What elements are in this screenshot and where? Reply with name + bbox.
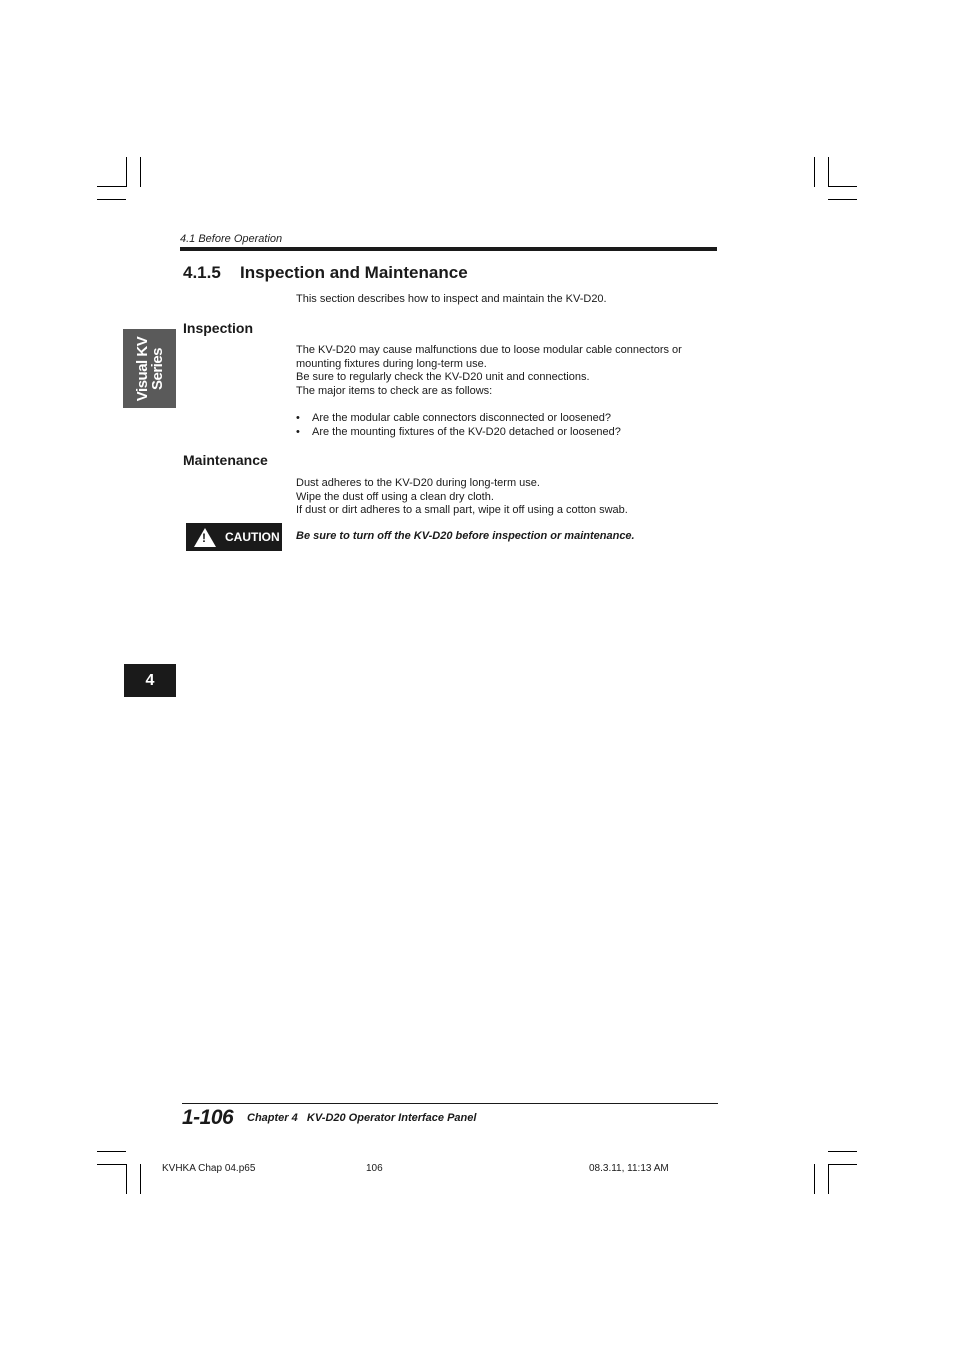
caution-text: Be sure to turn off the KV-D20 before inspection or maintenance. [296, 530, 635, 542]
crop-mark [828, 1151, 857, 1152]
crop-mark [828, 186, 857, 187]
crop-mark [828, 1164, 829, 1194]
side-tab-label [135, 336, 165, 400]
maintenance-heading: Maintenance [183, 452, 268, 468]
side-tab-line: Visual KV [133, 336, 151, 401]
chapter-tab: 4 [124, 664, 176, 697]
body-line: Wipe the dust off using a clean dry cloth. [296, 490, 494, 503]
section-title [183, 263, 468, 283]
section-intro: This section describes how to inspect and maintain the KV-D20. [296, 293, 607, 305]
crop-mark [828, 1164, 857, 1165]
slug-page: 106 [366, 1163, 383, 1174]
inspection-heading: Inspection [183, 320, 254, 336]
body-line: Be sure to regularly check the KV-D20 unit and connections. [296, 371, 590, 384]
body-line: Dust adheres to the KV-D20 during long-term use. [296, 477, 540, 489]
maintenance-body [296, 477, 628, 518]
caution-badge [186, 523, 282, 551]
crop-mark [97, 186, 126, 187]
crop-mark [140, 157, 141, 187]
body-line: The KV-D20 may cause malfunctions due to loose modular cable connectors or [296, 344, 682, 356]
crop-mark [140, 1164, 141, 1194]
footer-rule [182, 1103, 718, 1104]
section-title-text: Inspection and Maintenance [240, 263, 468, 282]
crop-mark [828, 199, 857, 200]
list-item: • Are the mounting fixtures of the KV-D20 detached or loosened? [296, 426, 621, 440]
warning-triangle-icon [194, 528, 216, 547]
running-header: 4.1 Before Operation [180, 233, 283, 245]
list-item: • Are the modular cable connectors disconnected or loosened? [296, 412, 621, 426]
inspection-checklist [296, 412, 621, 439]
header-rule [180, 247, 717, 251]
side-tab [123, 329, 176, 408]
crop-mark [97, 1151, 126, 1152]
slug-timestamp: 08.3.11, 11:13 AM [589, 1163, 669, 1174]
crop-mark [126, 1164, 127, 1194]
crop-mark [126, 157, 127, 187]
section-number: 4.1.5 [183, 263, 221, 282]
body-line: If dust or dirt adheres to a small part, wipe it off using a cotton swab. [296, 504, 628, 517]
caution-label: CAUTION [225, 530, 280, 544]
crop-mark [814, 157, 815, 187]
page-number: 1-106 [182, 1106, 234, 1129]
side-tab-line: Series [148, 347, 166, 390]
footer-chapter-title: Chapter 4 KV-D20 Operator Interface Panel [247, 1112, 477, 1124]
warning-glyph: ! [202, 530, 206, 545]
inspection-body [296, 344, 682, 398]
crop-mark [97, 199, 126, 200]
crop-mark [97, 1164, 126, 1165]
body-line: The major items to check are as follows: [296, 384, 493, 397]
crop-mark [814, 1164, 815, 1194]
body-line: mounting fixtures during long-term use. [296, 357, 487, 370]
crop-mark [828, 157, 829, 187]
slug-file: KVHKA Chap 04.p65 [162, 1163, 256, 1174]
